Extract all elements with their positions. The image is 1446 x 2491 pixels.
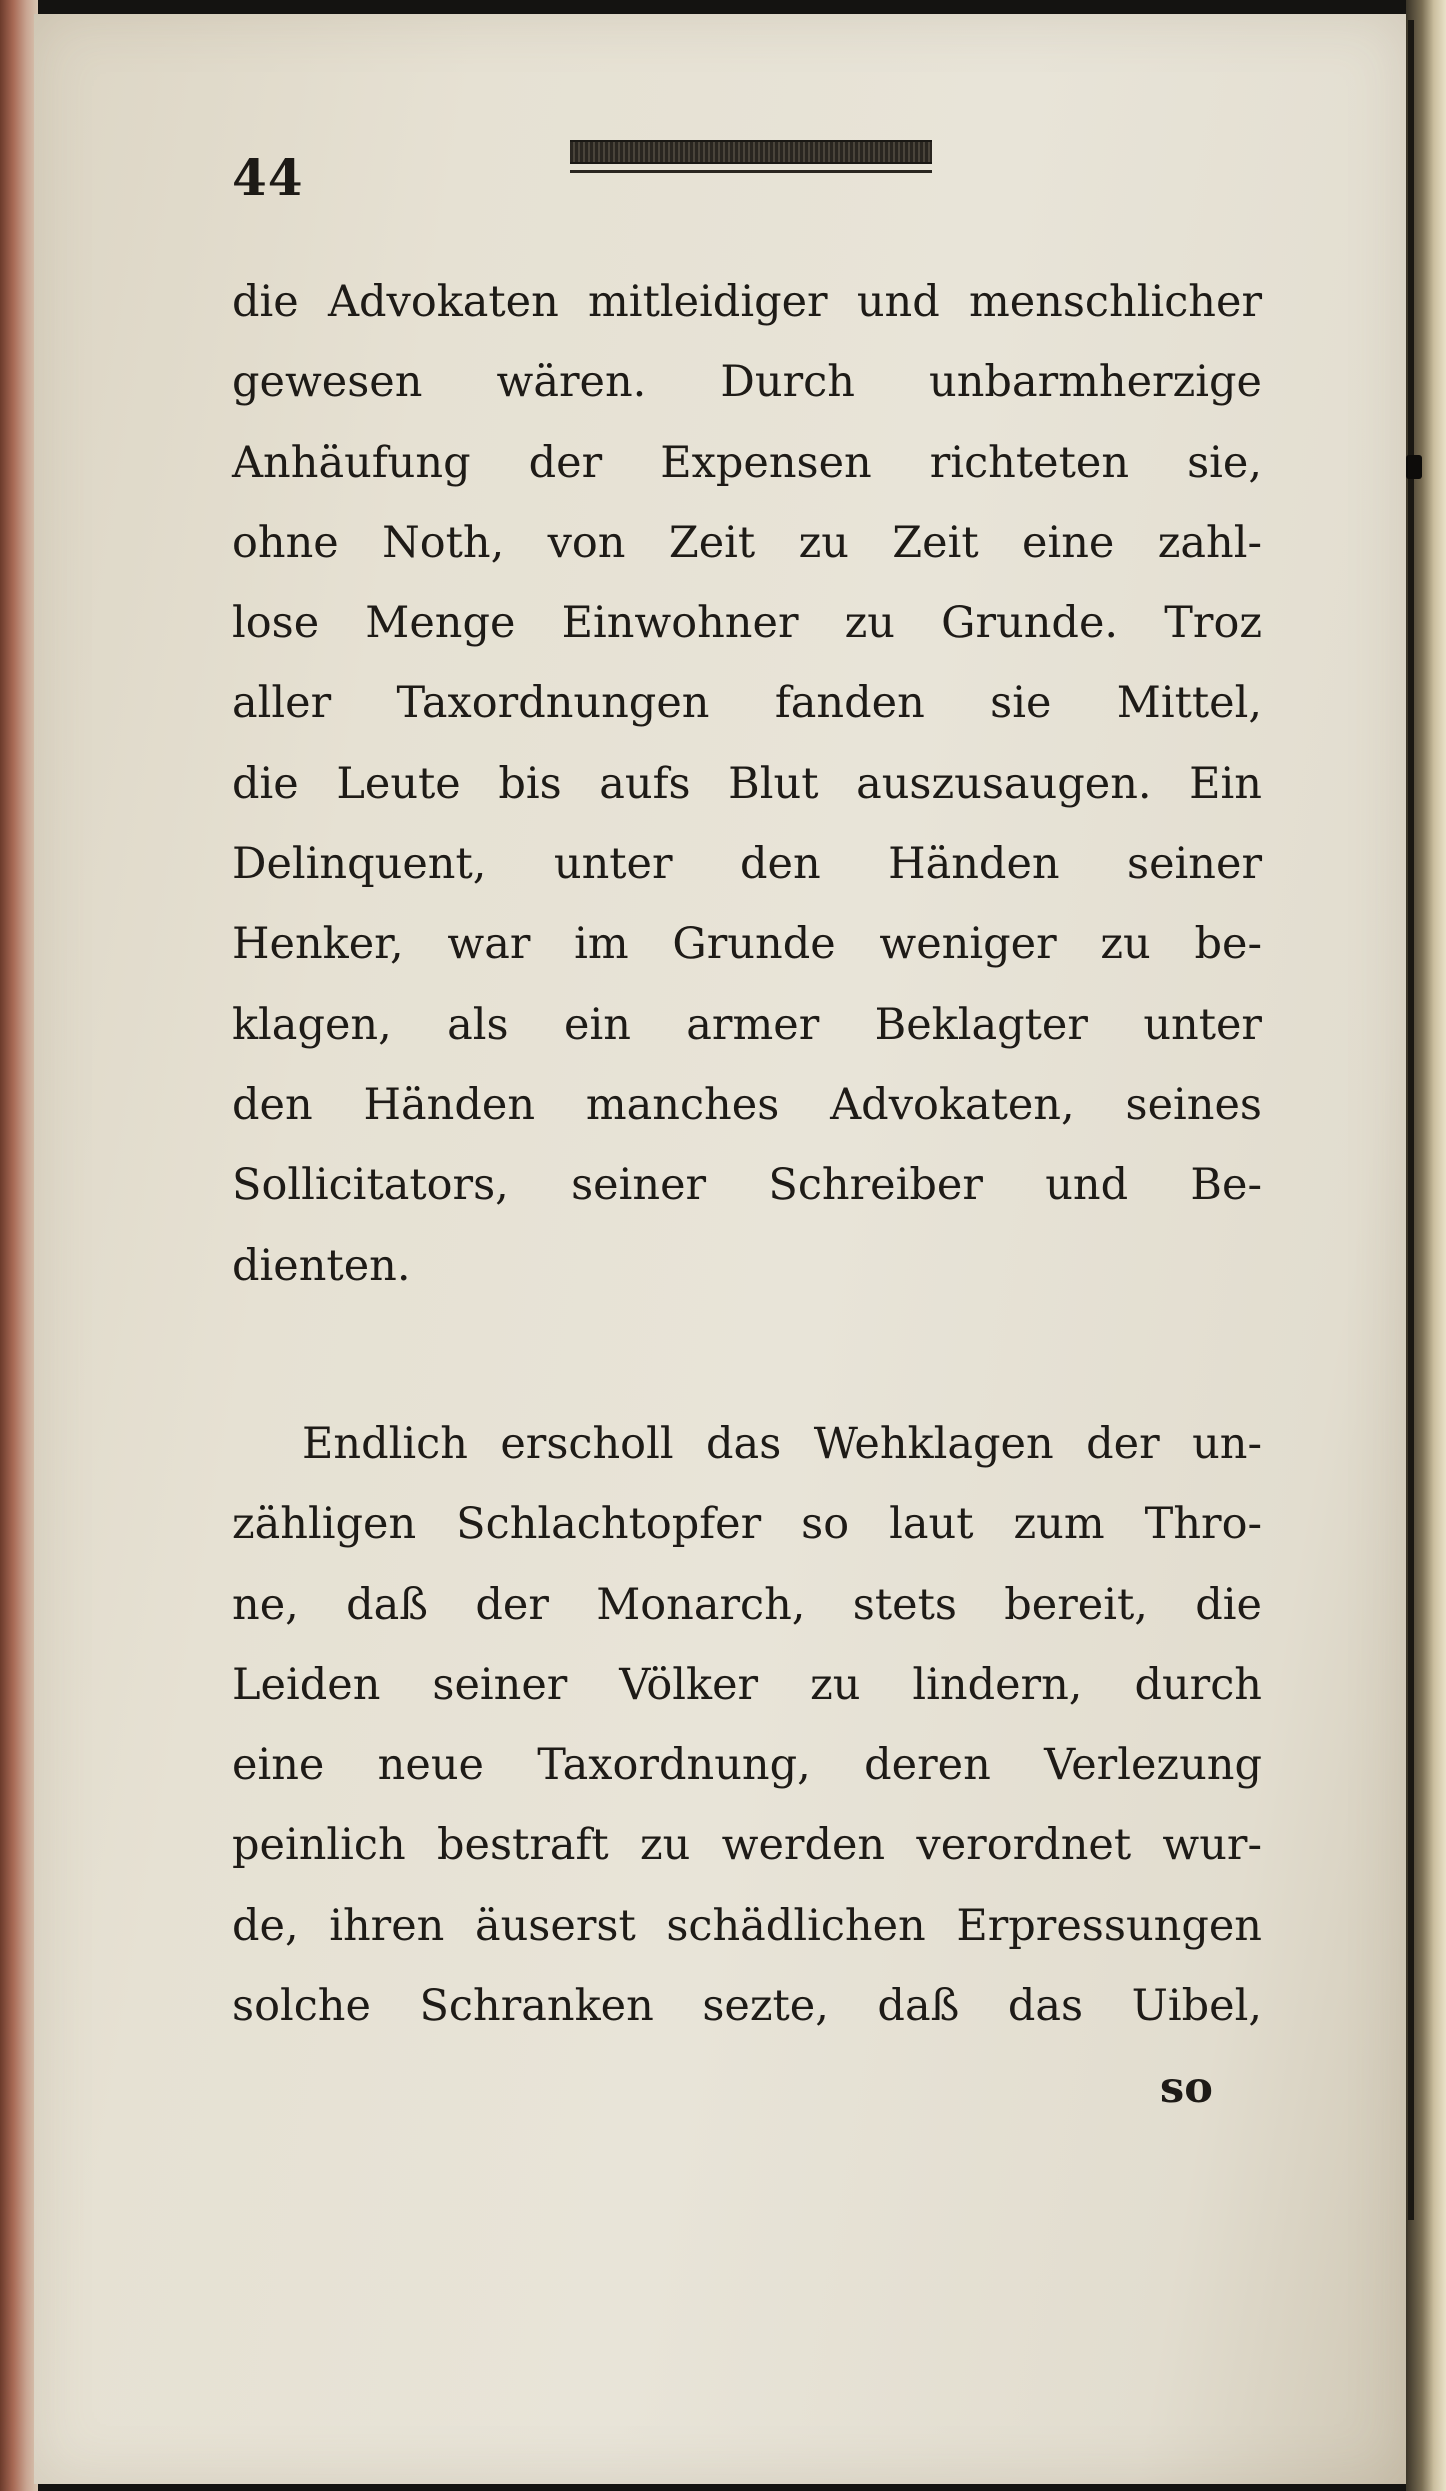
- text-line: Anhäufung der Expensen richteten sie,: [232, 437, 1262, 488]
- text-line: Delinquent, unter den Händen seiner: [232, 839, 1262, 890]
- text-line: klagen, als ein armer Beklagter unter: [232, 999, 1262, 1050]
- page-marker: [1406, 455, 1422, 479]
- text-line: ohne Noth, von Zeit zu Zeit eine zahl-: [232, 517, 1262, 568]
- ornament-line: [570, 170, 932, 173]
- catchword: so: [1160, 2063, 1213, 2113]
- header-ornament: [570, 140, 932, 184]
- paragraph-2: [232, 1404, 1262, 2046]
- text-line: die Leute bis aufs Blut auszusaugen. Ein: [232, 758, 1262, 809]
- text-line: Leiden seiner Völker zu lindern, durch: [232, 1659, 1262, 1710]
- text-line: aller Taxordnungen fanden sie Mittel,: [232, 678, 1262, 729]
- text-line: Endlich erscholl das Wehklagen der un-: [302, 1419, 1262, 1469]
- text-line: dienten.: [232, 1240, 411, 1291]
- binding-rule: [1408, 20, 1414, 2220]
- paragraph-1: [232, 262, 1262, 1306]
- page-edge-left: [0, 0, 38, 2491]
- text-line: zähligen Schlachtopfer so laut zum Thro-: [232, 1499, 1262, 1550]
- page-number: 44: [232, 148, 304, 207]
- text-line: Henker, war im Grunde weniger zu be-: [232, 919, 1262, 970]
- text-line: ne, daß der Monarch, stets bereit, die: [232, 1579, 1262, 1630]
- text-line: eine neue Taxordnung, deren Verlezung: [232, 1740, 1262, 1791]
- text-line: lose Menge Einwohner zu Grunde. Troz: [232, 598, 1262, 649]
- ornament-bar: [570, 140, 932, 164]
- text-line: solche Schranken sezte, daß das Uibel,: [232, 1981, 1262, 2032]
- text-line: den Händen manches Advokaten, seines: [232, 1079, 1262, 1130]
- text-line: peinlich bestraft zu werden verordnet wur-: [232, 1820, 1262, 1871]
- text-line: gewesen wären. Durch unbarmherzige: [232, 357, 1262, 408]
- text-line: de, ihren äuserst schädlichen Erpressungen: [232, 1900, 1262, 1951]
- text-line: Sollicitators, seiner Schreiber und Be-: [232, 1160, 1262, 1211]
- page-edge-right: [1406, 0, 1446, 2491]
- text-line: die Advokaten mitleidiger und menschlicher: [232, 277, 1262, 327]
